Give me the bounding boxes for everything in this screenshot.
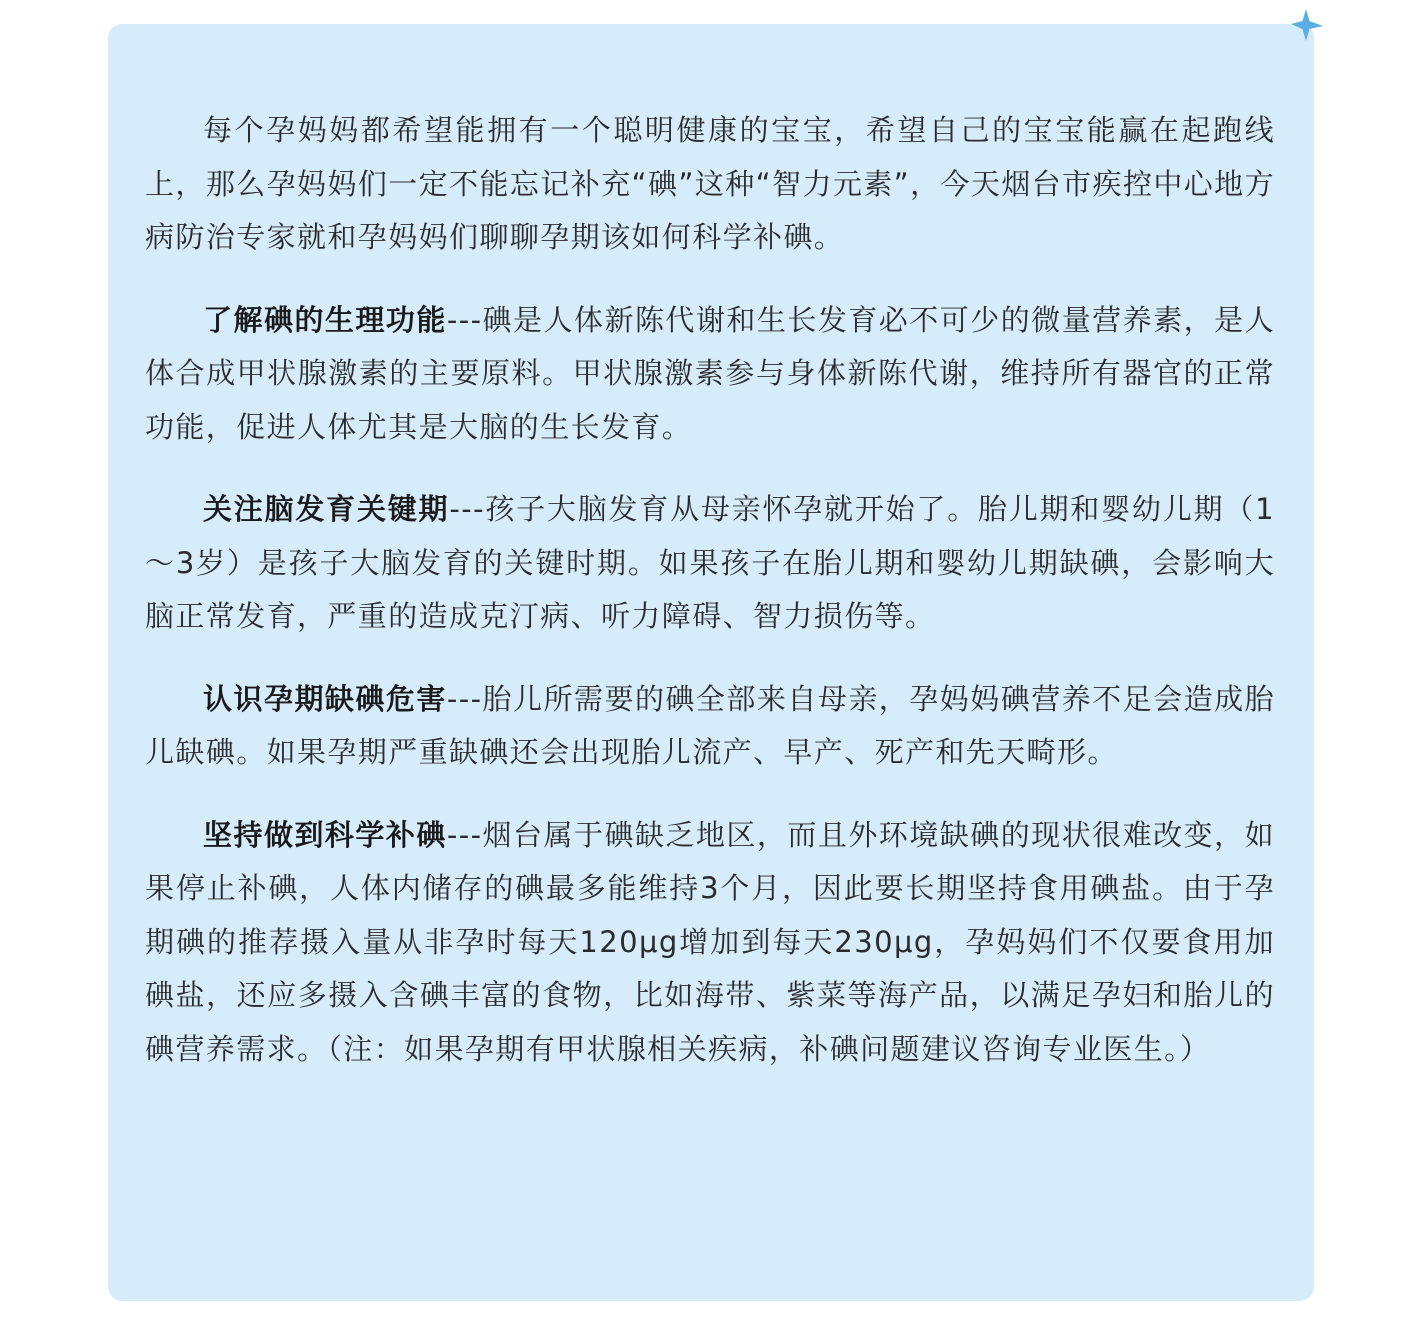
- intro-paragraph: 每个孕妈妈都希望能拥有一个聪明健康的宝宝，希望自己的宝宝能赢在起跑线上，那么孕妈妈们一定不能忘记补充“碘”这种“智力元素”，今天烟台市疾控中心地方病防治专家就和孕妈妈们聊聊孕期该如何科学补碘。: [145, 113, 1275, 254]
- section-body: ---孩子大脑发育从母亲怀孕就开始了。胎儿期和婴幼儿期（1～3岁）是孩子大脑发育的关键时期。如果孩子在胎儿期和婴幼儿期缺碘，会影响大脑正常发育，严重的造成克汀病、听力障碍、智力损伤等。: [145, 492, 1275, 633]
- section-brain-development: [145, 483, 1275, 644]
- section-body: ---胎儿所需要的碘全部来自母亲，孕妈妈碘营养不足会造成胎儿缺碘。如果孕期严重缺碘还会出现胎儿流产、早产、死产和先天畸形。: [145, 681, 1275, 769]
- section-heading: 关注脑发育关键期: [203, 492, 450, 526]
- section-scientific-supplement: [145, 809, 1275, 1077]
- section-body: ---烟台属于碘缺乏地区，而且外环境缺碘的现状很难改变，如果停止补碘，人体内储存的碘最多能维持3个月，因此要长期坚持食用碘盐。由于孕期碘的推荐摄入量从非孕时每天120μg增加到每天230μg，孕妈妈们不仅要食用加碘盐，还应多摄入含碘丰富的食物，比如海带、紫菜等海产品，以满足孕妇和胎儿的碘营养需求。（注：如果孕期有甲状腺相关疾病，补碘问题建议咨询专业医生。）: [145, 817, 1275, 1066]
- section-heading: 坚持做到科学补碘: [203, 817, 447, 852]
- section-deficiency-harm: [145, 673, 1275, 780]
- article-body: [145, 104, 1275, 1105]
- section-heading: 了解碘的生理功能: [203, 302, 447, 337]
- section-body: ---碘是人体新陈代谢和生长发育必不可少的微量营养素，是人体合成甲状腺激素的主要原料。甲状腺激素参与身体新陈代谢，维持所有器官的正常功能，促进人体尤其是大脑的生长发育。: [145, 302, 1275, 444]
- section-iodine-function: [145, 294, 1275, 455]
- section-heading: 认识孕期缺碘危害: [203, 681, 447, 716]
- four-point-star-icon: [1290, 8, 1324, 42]
